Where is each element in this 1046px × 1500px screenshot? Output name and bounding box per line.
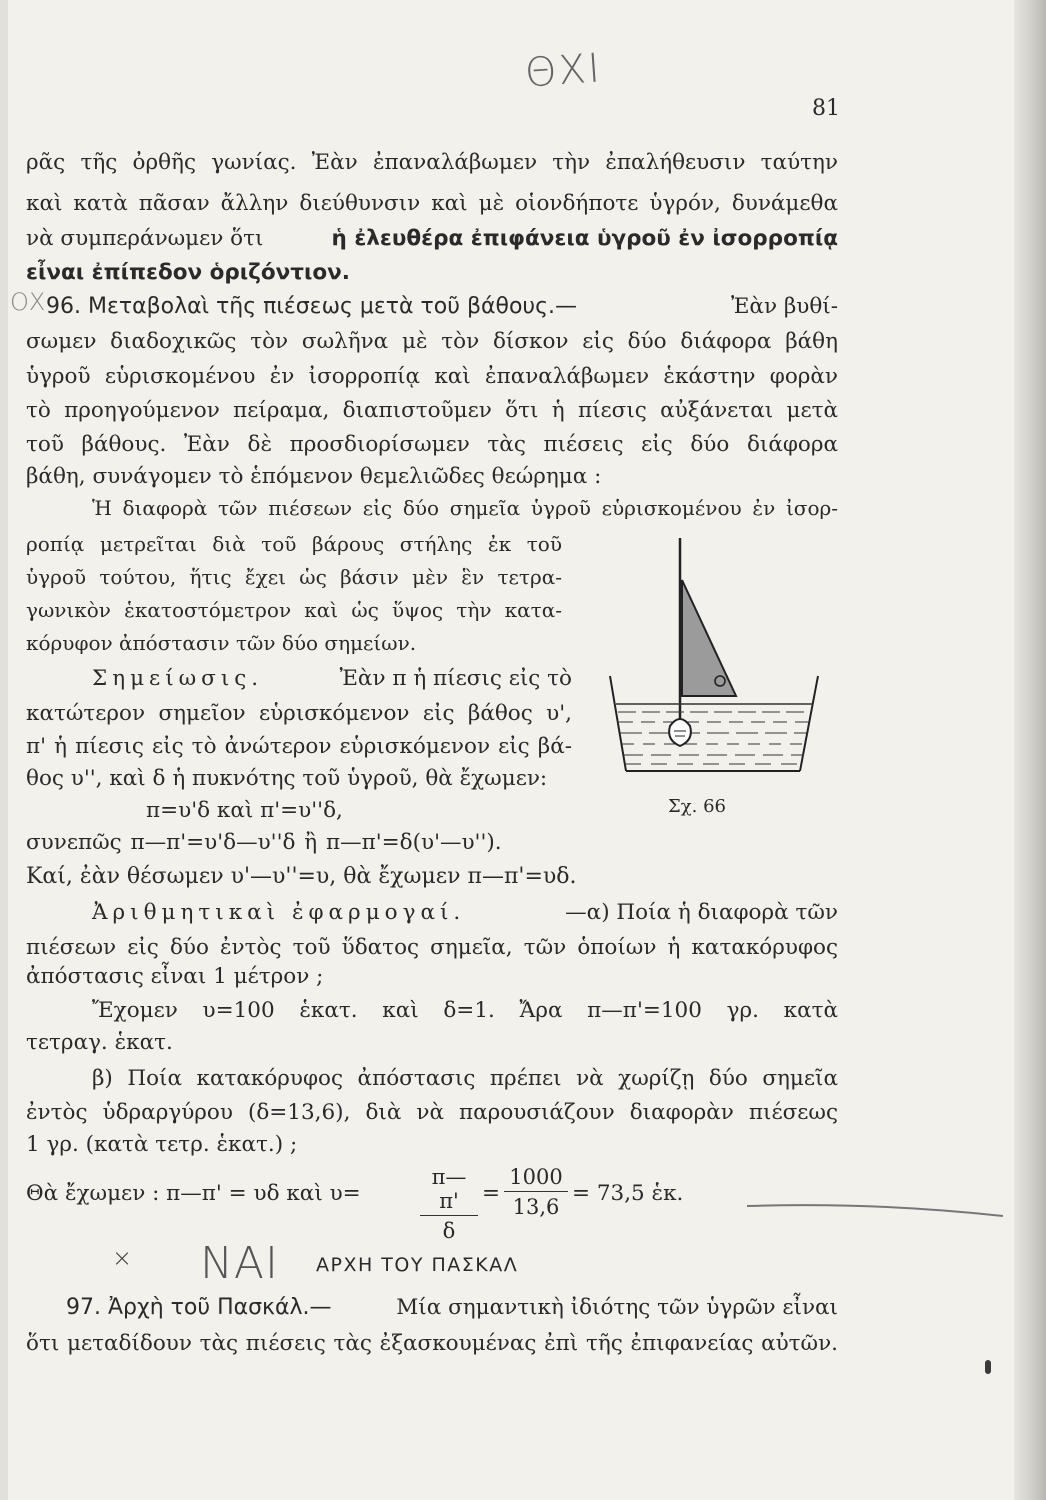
text-span: Ἐὰν π ἡ πίεσις εἰς τὸ xyxy=(339,666,572,691)
figure-66-illustration xyxy=(598,536,828,788)
section-heading-97 xyxy=(66,1297,838,1319)
text-line: ρᾶς τῆς ὀρθῆς γωνίας. Ἐὰν ἐπαναλάβωμεν τὴν ἐπαλήθευσιν ταύτην xyxy=(26,150,838,175)
text-span: —α) Ποία ἡ διαφορὰ τῶν xyxy=(565,900,838,925)
text-line: ὅτι μεταδίδουν τὰς πιέσεις τὰς ἐξασκουμένας ἐπὶ τῆς ἐπιφανείας αὐτῶν. xyxy=(26,1331,838,1356)
section-heading-96 xyxy=(46,296,838,318)
theorem-line: κόρυφον ἀπόστασιν τῶν δύο σημείων. xyxy=(26,631,417,655)
text-span: Ἐὰν βυθί- xyxy=(731,294,838,319)
equals-sign: = xyxy=(482,1181,501,1206)
text-line: τετραγ. ἑκατ. xyxy=(26,1030,173,1055)
theorem-line: ὑγροῦ τούτου, ἥτις ἔχει ὡς βάσιν μὲν ἓν τετρα- xyxy=(26,565,562,589)
page-right-edge xyxy=(1014,0,1046,1500)
bold-statement: εἶναι ἐπίπεδον ὁριζόντιον. xyxy=(26,260,350,285)
text-line: Ἔχομεν υ=100 ἑκατ. καὶ δ=1. Ἄρα π—π'=100 γρ. κατὰ xyxy=(92,998,838,1023)
text-line: κατώτερον σημεῖον εὑρισκόμενον εἰς βάθος υ', xyxy=(26,701,572,726)
section-heading-pascal: ΑΡΧΗ ΤΟΥ ΠΑΣΚΑΛ xyxy=(316,1254,519,1276)
page-left-edge xyxy=(0,0,8,1500)
equation-line: Καί, ἐὰν θέσωμεν υ'—υ''=υ, θὰ ἔχωμεν π—π'=υδ. xyxy=(26,864,577,889)
handwritten-mark: ΘΧΙ xyxy=(523,45,604,97)
page-number: 81 xyxy=(812,96,840,121)
text-line: ὑγροῦ εὑρισκομένου ἐν ἰσορροπίᾳ καὶ ἐπαναλάβωμεν ἑκάστην φορὰν xyxy=(26,364,838,389)
text-line: πιέσεων εἰς δύο ἐντὸς τοῦ ὕδατος σημεῖα, τῶν ὁποίων ἡ κατακόρυφος xyxy=(26,935,838,960)
text-span: νὰ συμπεράνωμεν ὅτι xyxy=(26,226,264,251)
section-title: 96. Μεταβολαὶ τῆς πιέσεως μετὰ τοῦ βάθους.— xyxy=(46,294,578,319)
fraction-1 xyxy=(420,1165,478,1243)
theorem-line: γωνικὸν ἑκατοστόμετρον καὶ ὡς ὕψος τὴν κατα- xyxy=(26,598,562,622)
handwritten-underline xyxy=(745,1202,1005,1218)
text-line: π' ἡ πίεσις εἰς τὸ ἀνώτερον εὑρισκόμενον εἰς βά- xyxy=(26,734,572,759)
margin-note: ΟΧ xyxy=(10,288,46,316)
ink-spot xyxy=(985,1360,991,1374)
fraction-numerator: 1000 xyxy=(504,1165,568,1192)
note-label: Σημείωσις. xyxy=(92,666,264,691)
fraction-numerator: π—π' xyxy=(420,1165,478,1216)
text-line: βάθη, συνάγομεν τὸ ἑπόμενον θεμελιῶδες θεώρημα : xyxy=(26,464,602,489)
equation-result: = 73,5 ἑκ. xyxy=(572,1181,684,1206)
equation-line: συνεπῶς π—π'=υ'δ—υ''δ ἢ π—π'=δ(υ'—υ''). xyxy=(26,830,502,855)
text-span: Μία σημαντικὴ ἰδιότης τῶν ὑγρῶν εἶναι xyxy=(396,1295,838,1320)
fraction-denominator: 13,6 xyxy=(512,1195,560,1219)
equation-lead: Θὰ ἔχωμεν : π—π' = υδ καὶ υ= xyxy=(26,1181,361,1206)
figure-caption: Σχ. 66 xyxy=(668,796,726,817)
text-line: ἀπόστασις εἶναι 1 μέτρον ; xyxy=(26,964,324,989)
theorem-line: ροπίᾳ μετρεῖται διὰ τοῦ βάρους στήλης ἐκ τοῦ xyxy=(26,532,562,556)
equation-line: π=υ'δ καὶ π'=υ''δ, xyxy=(146,798,343,823)
text-line: θος υ'', καὶ δ ἡ πυκνότης τοῦ ὑγροῦ, θὰ ἔχωμεν: xyxy=(26,766,548,791)
fraction-denominator: δ xyxy=(442,1219,456,1243)
theorem-line: Ἡ διαφορὰ τῶν πιέσεων εἰς δύο σημεῖα ὑγροῦ εὑρισκομένου ἐν ἰσορ- xyxy=(92,496,838,520)
text-line: 1 γρ. (κατὰ τετρ. ἑκατ.) ; xyxy=(26,1132,298,1157)
section-title: 97. Ἀρχὴ τοῦ Πασκάλ.— xyxy=(66,1295,332,1320)
applications-label: Ἀριθμητικαὶ ἐφαρμογαί. xyxy=(92,900,466,925)
handwritten-cross: × xyxy=(112,1244,133,1272)
text-line: τοῦ βάθους. Ἐὰν δὲ προσδιορίσωμεν τὰς πιέσεις εἰς δύο διάφορα xyxy=(26,432,838,457)
bold-statement: ἡ ἐλευθέρα ἐπιφάνεια ὑγροῦ ἐν ἰσορροπίᾳ xyxy=(331,226,838,251)
text-line: καὶ κατὰ πᾶσαν ἄλλην διεύθυνσιν καὶ μὲ οἱονδήποτε ὑγρόν, δυνάμεθα xyxy=(26,191,838,216)
text-line: σωμεν διαδοχικῶς τὸν σωλῆνα μὲ τὸν δίσκον εἰς δύο διάφορα βάθη xyxy=(26,329,838,354)
handwritten-nai: ΝΑΙ xyxy=(200,1238,279,1289)
text-line xyxy=(92,902,838,924)
text-line: β) Ποία κατακόρυφος ἀπόστασις πρέπει νὰ χωρίζῃ δύο σημεῖα xyxy=(92,1066,838,1091)
text-line: τὸ προηγούμενον πείραμα, διαπιστοῦμεν ὅτι ἡ πίεσις αὐξάνεται μετὰ xyxy=(26,398,838,423)
text-line xyxy=(92,668,572,690)
text-line: ἐντὸς ὑδραργύρου (δ=13,6), διὰ νὰ παρουσιάζουν διαφορὰν πιέσεως xyxy=(26,1100,838,1125)
fraction-2 xyxy=(504,1165,568,1219)
text-line xyxy=(26,228,838,250)
